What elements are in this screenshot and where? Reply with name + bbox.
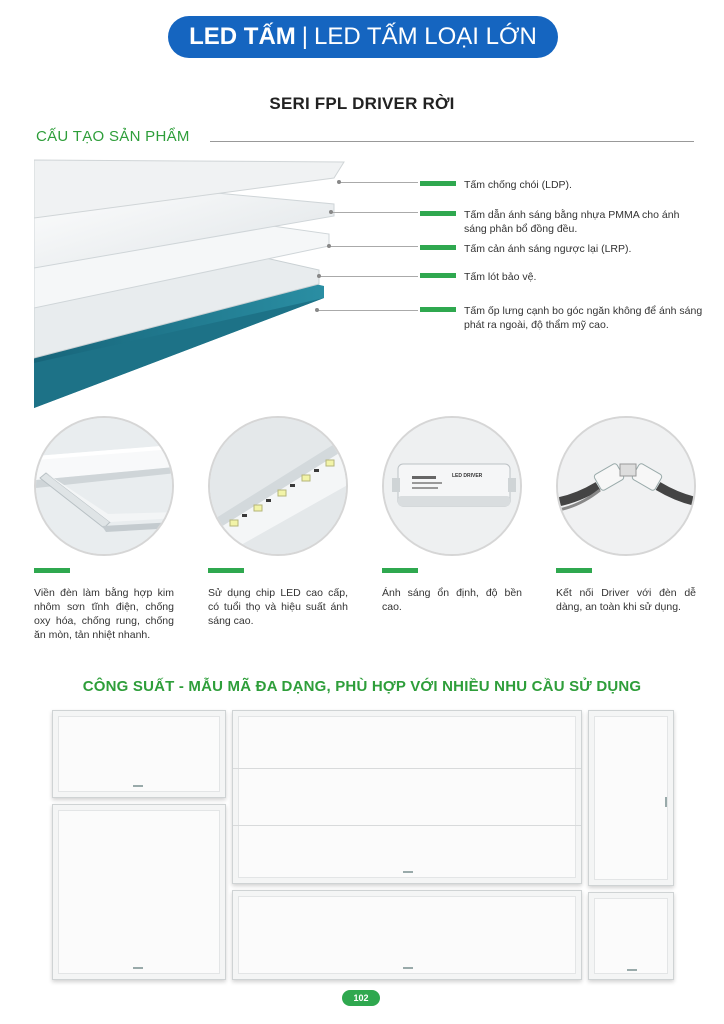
aluminum-frame-corner-icon — [34, 416, 174, 556]
panel-logo — [133, 785, 143, 787]
layer-label-5 — [420, 304, 704, 332]
feature-text: Viền đèn làm bằng hợp kim nhôm sơn tĩnh điện, chống oxy hóa, chống rung, chống ăn mòn, tản nhiệt nhanh. — [34, 587, 174, 641]
panel-large-horizontal — [232, 710, 582, 884]
header-separator: | — [301, 23, 308, 50]
leader-line-1 — [340, 182, 418, 183]
feature-led-chip — [208, 416, 368, 628]
feature-text: Kết nối Driver với đèn dễ dàng, an toàn khi sử dụng. — [556, 587, 696, 613]
green-marker — [382, 568, 418, 573]
header-banner — [168, 16, 558, 58]
header-title-bold: LED TẤM — [189, 23, 296, 50]
panel-divider — [233, 825, 581, 826]
green-marker — [420, 273, 456, 278]
layer-label-text: Tấm dẫn ánh sáng bằng nhựa PMMA cho ánh sáng phân bổ đồng đều. — [464, 209, 680, 235]
panel-logo — [403, 871, 413, 873]
header-title-regular: LED TẤM LOẠI LỚN — [314, 23, 537, 50]
leader-dot-5 — [315, 308, 319, 312]
green-marker — [556, 568, 592, 573]
section-title-structure: CẤU TẠO SẢN PHẨM — [36, 128, 190, 145]
panel-logo — [133, 967, 143, 969]
layer-stack-illustration — [34, 158, 364, 408]
feature-connector — [556, 416, 716, 614]
layer-stack-graphic — [34, 158, 364, 408]
layer-label-text: Tấm chống chói (LDP). — [464, 179, 572, 191]
panel-square-large — [52, 804, 226, 980]
layer-label-text: Tấm lót bảo vệ. — [464, 271, 537, 283]
layer-label-2 — [420, 208, 684, 236]
layer-label-1 — [420, 178, 714, 192]
feature-frame — [34, 416, 194, 642]
leader-dot-4 — [317, 274, 321, 278]
feature-driver — [382, 416, 542, 614]
panel-small-square — [588, 892, 674, 980]
panel-small-horizontal — [52, 710, 226, 798]
layer-label-text: Tấm cản ánh sáng ngược lại (LRP). — [464, 243, 632, 255]
leader-line-2 — [332, 212, 418, 213]
panel-logo — [665, 797, 667, 807]
section-divider — [210, 141, 694, 142]
green-marker — [34, 568, 70, 573]
leader-dot-3 — [327, 244, 331, 248]
green-marker — [420, 181, 456, 186]
led-chip-strip-icon — [208, 416, 348, 556]
layer-label-3 — [420, 242, 714, 256]
led-driver-box-icon — [382, 416, 522, 556]
feature-text: Sử dụng chip LED cao cấp, có tuổi thọ và hiệu suất ánh sáng cao. — [208, 587, 348, 627]
green-marker — [420, 211, 456, 216]
green-marker — [420, 307, 456, 312]
panel-logo — [627, 969, 637, 971]
leader-line-3 — [330, 246, 418, 247]
series-title: SERI FPL DRIVER RỜI — [269, 94, 455, 113]
layer-label-4 — [420, 270, 714, 284]
feature-text: Ánh sáng ổn định, độ bền cao. — [382, 587, 522, 613]
leader-dot-2 — [329, 210, 333, 214]
page-number: 102 — [342, 990, 380, 1006]
leader-line-5 — [318, 310, 418, 311]
panel-logo — [403, 967, 413, 969]
driver-connector-icon — [556, 416, 696, 556]
layer-label-text: Tấm ốp lưng cạnh bo góc ngăn không để ánh sáng phát ra ngoài, độ thẩm mỹ cao. — [464, 305, 703, 331]
green-marker — [208, 568, 244, 573]
leader-dot-1 — [337, 180, 341, 184]
leader-line-4 — [320, 276, 418, 277]
driver-box-label: LED DRIVER — [452, 473, 483, 479]
panel-long-horizontal — [232, 890, 582, 980]
green-marker — [420, 245, 456, 250]
variety-banner: CÔNG SUẤT - MẪU MÃ ĐA DẠNG, PHÙ HỢP VỚI NHIỀU NHU CẦU SỬ DỤNG — [82, 678, 642, 695]
panel-divider — [233, 768, 581, 769]
panel-vertical — [588, 710, 674, 886]
